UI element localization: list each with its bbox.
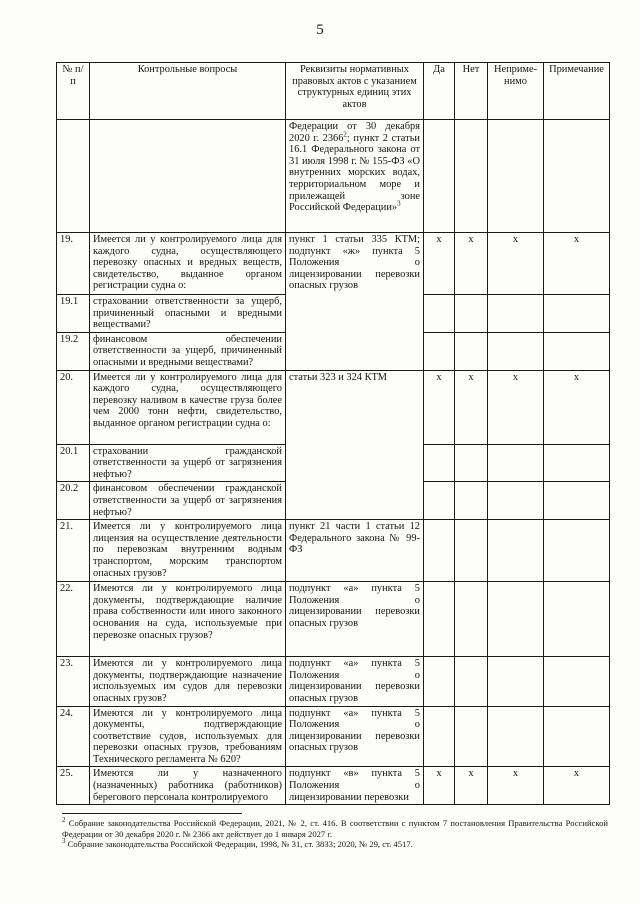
- header-na: Неприме-нимо: [488, 63, 544, 120]
- table-row-19: [57, 233, 610, 295]
- reference-cell: подпункт «а» пункта 5 Положения о лицензировании перевозки опасных грузов: [286, 706, 424, 767]
- header-yes: Да: [424, 63, 455, 120]
- row-number: 19.1: [57, 295, 90, 333]
- page-number: 5: [316, 22, 324, 38]
- na-mark: x: [488, 370, 544, 444]
- table-row-22: [57, 582, 610, 657]
- row-number: 24.: [57, 706, 90, 767]
- question-cell: страховании ответственности за ущерб, причиненный опасными и вредными веществами?: [90, 295, 286, 333]
- note-mark: x: [544, 370, 610, 444]
- reference-cell: подпункт «в» пункта 5 Положения о лицензировании перевозки: [286, 767, 424, 805]
- header-note: Примечание: [544, 63, 610, 120]
- no-mark: x: [455, 370, 488, 444]
- row-number: 22.: [57, 582, 90, 657]
- reference-cell: пункт 21 части 1 статьи 12 Федерального закона № 99-ФЗ: [286, 520, 424, 582]
- na-mark: x: [488, 767, 544, 805]
- reference-cell: пункт 1 статьи 335 КТМ; подпункт «ж» пункта 5 Положения о лицензировании перевозки опасных грузов: [286, 233, 424, 371]
- row-number: 19.2: [57, 332, 90, 370]
- question-cell: финансовом обеспечении ответственности за ущерб, причиненный опасными и вредными веществами?: [90, 332, 286, 370]
- yes-mark: x: [424, 767, 455, 805]
- question-cell: Имеется ли у контролируемого лица для каждого судна, осуществляющего перевозку наливом в качестве груза более чем 2000 тонн нефти, свидетельство, выданное органом регистрации судна о:: [90, 370, 286, 444]
- question-cell: финансовом обеспечении гражданской ответственности за ущерб от загрязнения нефтью?: [90, 482, 286, 520]
- row-number: 21.: [57, 520, 90, 582]
- row-number: 20.: [57, 370, 90, 444]
- row-number: 23.: [57, 657, 90, 706]
- footnote-ref-2: 2: [343, 130, 347, 139]
- checklist-table: [56, 62, 610, 805]
- no-mark: x: [455, 233, 488, 295]
- question-cell: Имеются ли у контролируемого лица документы, подтверждающие наличие права собственности или иного законного основания на суда, используемые при перевозке опасных грузов?: [90, 582, 286, 657]
- question-cell: Имеется ли у контролируемого лица лицензия на осуществление деятельности по перевозкам внутренним водным транспортом, морским транспортом опасных грузов?: [90, 520, 286, 582]
- reference-cell: подпункт «а» пункта 5 Положения о лицензировании перевозки опасных грузов: [286, 582, 424, 657]
- footnote-2: $^2$ Собрание законодательства Российской Федерации, 2021, № 2, ст. 416. В соответствии с пунктом 7 постановления Правительства Российской Федерации от 30 декабря 2020 г. № 2366 акт действует до 1 января 2027 г.: [62, 816, 608, 839]
- header-no: Нет: [455, 63, 488, 120]
- table-row-continuation: [57, 120, 610, 233]
- header-question: Контрольные вопросы: [90, 63, 286, 120]
- footnote-3: $^3$ Собрание законодательства Российской Федерации, 1998, № 31, ст. 3833; 2020, № 29, ст. 4517.: [62, 837, 413, 850]
- table-row-24: [57, 706, 610, 767]
- yes-mark: x: [424, 370, 455, 444]
- question-cell: страховании гражданской ответственности за ущерб от загрязнения нефтью?: [90, 444, 286, 482]
- reference-cell: подпункт «а» пункта 5 Положения о лицензировании перевозки опасных грузов: [286, 657, 424, 706]
- table-row-20: [57, 370, 610, 444]
- table-row-25: [57, 767, 610, 805]
- row-number: 20.1: [57, 444, 90, 482]
- yes-mark: x: [424, 233, 455, 295]
- footnotes: [62, 818, 608, 850]
- table-row-21: [57, 520, 610, 582]
- no-mark: x: [455, 767, 488, 805]
- footnote-divider: [62, 813, 242, 814]
- table-header-row: [57, 63, 610, 120]
- note-mark: x: [544, 767, 610, 805]
- table-row-23: [57, 657, 610, 706]
- question-cell: Имеется ли у контролируемого лица для каждого судна, осуществляющего перевозку опасных и вредных веществ, свидетельство, выданное органом регистрации судна о:: [90, 233, 286, 295]
- header-reference: Реквизиты нормативных правовых актов с указанием структурных единиц этих актов: [286, 63, 424, 120]
- question-cell: Имеются ли у назначенного (назначенных) работника (работников) берегового персонала контролируемого: [90, 767, 286, 805]
- header-num: № п/п: [57, 63, 90, 120]
- note-mark: x: [544, 233, 610, 295]
- question-cell: Имеются ли у контролируемого лица документы, подтверждающие назначение используемых им судов для перевозки опасных грузов?: [90, 657, 286, 706]
- row-number: 25.: [57, 767, 90, 805]
- row-number: 20.2: [57, 482, 90, 520]
- reference-cell: Федерации от 30 декабря 2020 г. 2366$^2$; пункт 2 статьи 16.1 Федерального закона от 31 июля 1998 г. № 155-ФЗ «О внутренних морских водах, территориальном море и прилежащей зоне Российской Федерации»$^3$: [286, 120, 424, 233]
- question-cell: Имеются ли у контролируемого лица документы, подтверждающие соответствие судов, используемых для перевозки опасных грузов, требованиям Технического регламента № 620?: [90, 706, 286, 767]
- na-mark: x: [488, 233, 544, 295]
- reference-cell: статьи 323 и 324 КТМ: [286, 370, 424, 520]
- footnote-ref-3: 3: [397, 199, 401, 208]
- row-number: 19.: [57, 233, 90, 295]
